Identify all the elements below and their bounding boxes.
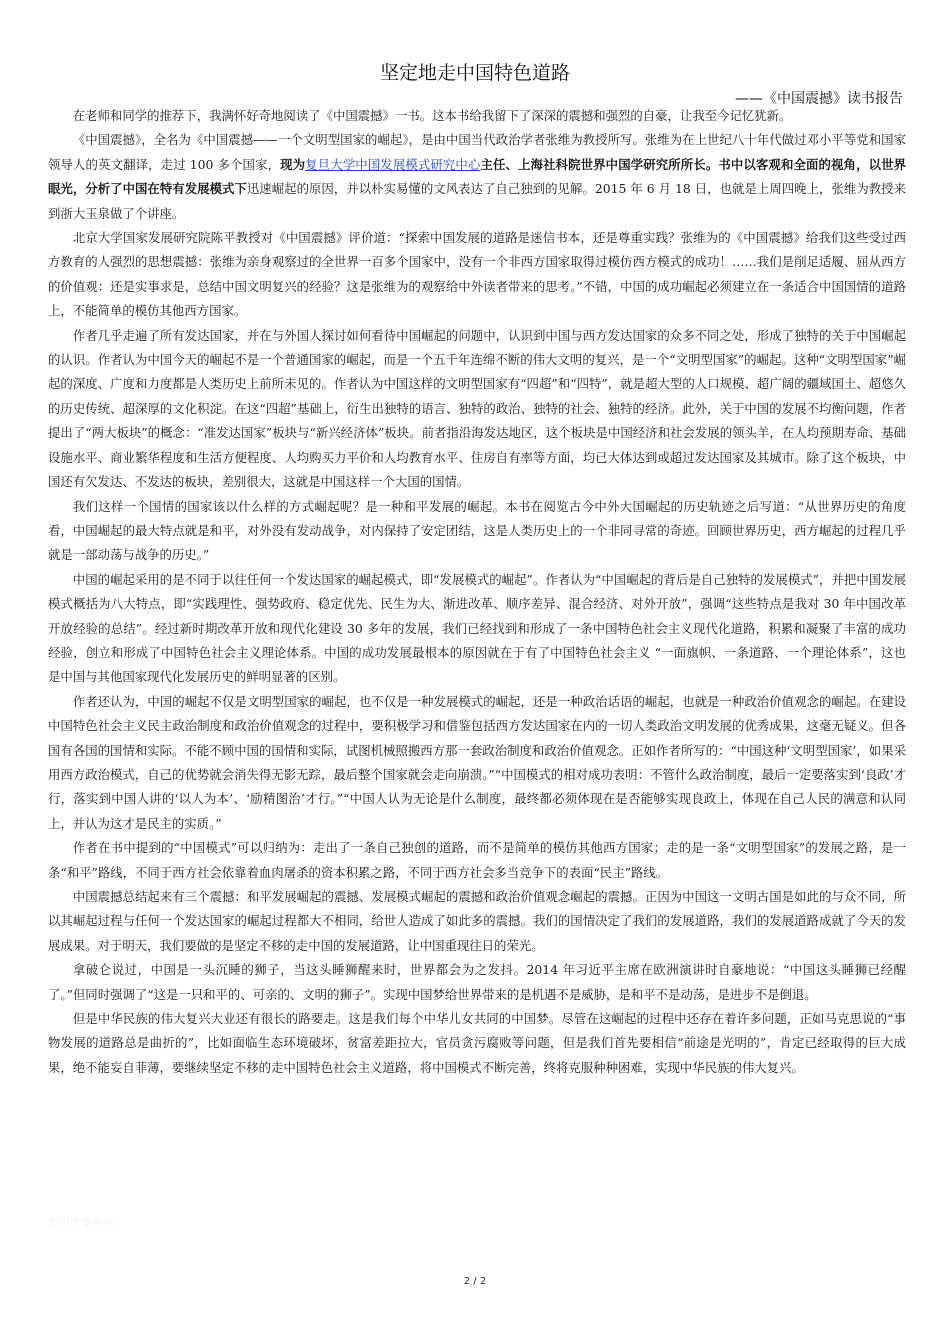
document-subtitle: ——《中国震撼》读书报告 bbox=[735, 91, 903, 107]
paragraph-1: 在老师和同学的推荐下，我满怀好奇地阅读了《中国震撼》一书。这本书给我留下了深深的震撼和强烈的自豪，让我至今记忆犹新。 bbox=[72, 108, 792, 123]
research-center-link[interactable]: 复旦大学中国发展模式研究中心 bbox=[305, 156, 481, 172]
paragraph-9: 中国震撼总结起来有三个震撼：和平发展崛起的震撼、发展模式崛起的震撼和政治价值观念崛起的震撼。正因为中国这一文明古国是如此的与众不同，所以其崛起过程与任何一个发达国家的崛起过程都大不相同，给世人造成了如此多的震撼。我们的国情决定了我们的发展道路，我们的发展道路成就了今天的发展成果。对于明天，我们要做的是坚定不移的走中国的发展道路，让中国重现往日的荣光。 bbox=[48, 889, 906, 953]
paragraph-10: 拿破仑说过，中国是一头沉睡的狮子，当这头睡狮醒来时，世界都会为之发抖。2014 年习近平主席在欧洲演讲时自豪地说：“中国这头睡狮已经醒了。”但同时强调了“这是一只和平的、可亲的、文明的狮子”。实现中国梦给世界带来的是机遇不是威胁，是和平不是动荡，是进步不是倒退。 bbox=[48, 962, 906, 1002]
paragraph-3: 北京大学国家发展研究院陈平教授对《中国震撼》评价道：“探索中国发展的道路是迷信书本，还是尊重实践？张维为的《中国震撼》给我们这些受过西方教育的人强烈的思想震撼：张维为亲身观察过的全世界一百多个国家中，没有一个非西方国家取得过模仿西方模式的成功！……我们是削足适履、屈从西方的价值观：还是实事求是，总结中国文明复兴的经验？这是张维为的观察给中外读者带来的思考。”不错，中国的成功崛起必须建立在一条适合中国国情的道路上，不能简单的模仿其他西方国家。 bbox=[48, 230, 906, 319]
faint-watermark-text: 知识改变命运 bbox=[48, 1216, 114, 1229]
page-number: 2 / 2 bbox=[463, 1276, 487, 1287]
paragraph-6: 中国的崛起采用的是不同于以往任何一个发达国家的崛起模式，即“发展模式的崛起”。作者认为“中国崛起的背后是自己独特的发展模式”，并把中国发展模式概括为八大特点，即“实践理性、强势政府、稳定优先、民生为大、渐进改革、顺序差异、混合经济、对外开放”，强调“这些特点是我对 30 年中国改革开放经验的总结”。经过新时期改革开放和现代化建设 30 多年的发展，我们已经找到和形成了一条中国特色社会主义现代化道路，积累和凝聚了丰富的成功经验，创立和形成了中国特色社会主义理论体系。中国的成功发展最根本的原因就在于有了中国特色社会主义 “一面旗帜、一条道路、一个理论体系”，这也是中国与其他国家现代化发展历史的鲜明显著的区别。 bbox=[48, 571, 906, 685]
paragraph-8: 作者在书中提到的“中国模式”可以归纳为：走出了一条自己独创的道路，而不是简单的模仿其他西方国家；走的是一条“文明型国家”的发展之路，是一条“和平”路线，不同于西方社会依靠着血肉屠杀的资本积累之路，不同于西方社会多当竞争下的表面“民主”路线。 bbox=[48, 840, 906, 880]
paragraph-5: 我们这样一个国情的国家该以什么样的方式崛起呢？是一种和平发展的崛起。本书在阅览古今中外大国崛起的历史轨迹之后写道：“从世界历史的角度看，中国崛起的最大特点就是和平，对外没有发动战争，对内保持了安定团结，这是人类历史上的一个非同寻常的奇迹。回顾世界历史，西方崛起的过程几乎就是一部动荡与战争的历史。” bbox=[48, 498, 906, 563]
paragraph-11: 但是中华民族的伟大复兴大业还有很长的路要走。这是我们每个中华儿女共同的中国梦。尽管在这崛起的过程中还存在着许多问题，正如马克思说的“事物发展的道路总是曲折的”，比如面临生态环境破坏，贫富差距拉大，官员贪污腐败等问题，但是我们首先要相信“前途是光明的”，肯定已经取得的巨大成果，绝不能妄自菲薄，要继续坚定不移的走中国特色社会主义道路，将中国模式不断完善，终将克服种种困难，实现中华民族的伟大复兴。 bbox=[48, 1011, 906, 1075]
paragraph-2-text-c: 主任、上海社科院世界中国学研究所所长。书中以客观和全面的视角，以世界眼光，分析了中国在特有发展模式下 bbox=[48, 156, 907, 197]
paragraph-4: 作者几乎走遍了所有发达国家，并在与外国人探讨如何看待中国崛起的问题中，认识到中国与西方发达国家的众多不同之处，形成了独特的关于中国崛起的认识。作者认为中国今天的崛起不是一个普通国家的崛起，而是一个五千年连绵不断的伟大文明的复兴，是一个“文明型国家”的崛起。这种“文明型国家”崛起的深度、广度和力度都是人类历史上前所未见的。作者认为中国这样的文明型国家有“四超”和“四特”，就是超大型的人口规模、超广阔的疆域国土、超悠久的历史传统、超深厚的文化积淀。在这“四超”基础上，衍生出独特的语言、独特的政治、独特的社会、独特的经济。此外，关于中国的发展不均衡问题，作者提出了“两大板块”的概念：“准发达国家”板块与“新兴经济体”板块。前者指沿海发达地区，这个板块是中国经济和社会发展的领头羊，在人均预期寿命、基础设施水平、商业繁华程度和生活方便程度、人均购买力平价和人均教育水平、住房自有率等方面，均已大体达到或超过发达国家及其城市。除了这个板块，中国还有欠发达、不发达的板块，差别很大，这就是中国这样一个大国的国情。 bbox=[48, 327, 906, 490]
document-title: 坚定地走中国特色道路 bbox=[379, 62, 570, 84]
paragraph-2-text-b: 现为 bbox=[280, 156, 306, 172]
paragraph-7: 作者还认为，中国的崛起不仅是文明型国家的崛起，也不仅是一种发展模式的崛起，还是一种政治话语的崛起，也就是一种政治价值观念的崛起。在建设中国特色社会主义民主政治制度和政治价值观念的过程中，要积极学习和借鉴包括西方发达国家在内的一切人类政治文明发展的优秀成果，这毫无疑义。但各国有各国的国情和实际。不能不顾中国的国情和实际，试图机械照搬西方那一套政治制度和政治价值观念。正如作者所写的：“中国这种‘文明型国家’，如果采用西方政治模式，自己的优势就会消失得无影无踪，最后整个国家就会走向崩溃。”“中国模式的相对成功表明：不管什么政治制度，最后一定要落实到‘良政’才行，落实到中国人讲的‘以人为本’、‘励精图治’才行。”“中国人认为无论是什么制度，最终都必须体现在是否能够实现良政上，体现在自己人民的满意和认同上，并认为这才是民主的实质。” bbox=[48, 693, 906, 831]
paragraph-2-text-d: 迅速崛起的原因，并以朴实易懂的文风表达了自己独到的见解。2015 年 6 月 18 日，也就是上周四晚上，张维为教授来到浙大玉泉做了个讲座。 bbox=[48, 181, 906, 221]
paragraph-2-text-a: 《中国震撼》，全名为《中国震撼——一个文明型国家的崛起》，是由中国当代政治学者张维为教授所写。张维为在上世纪八十年代做过邓小平等党和国家领导人的英文翻译，走过 100 多个国家， bbox=[48, 132, 906, 172]
paragraph-2 bbox=[48, 128, 906, 226]
document-body bbox=[48, 104, 906, 1080]
